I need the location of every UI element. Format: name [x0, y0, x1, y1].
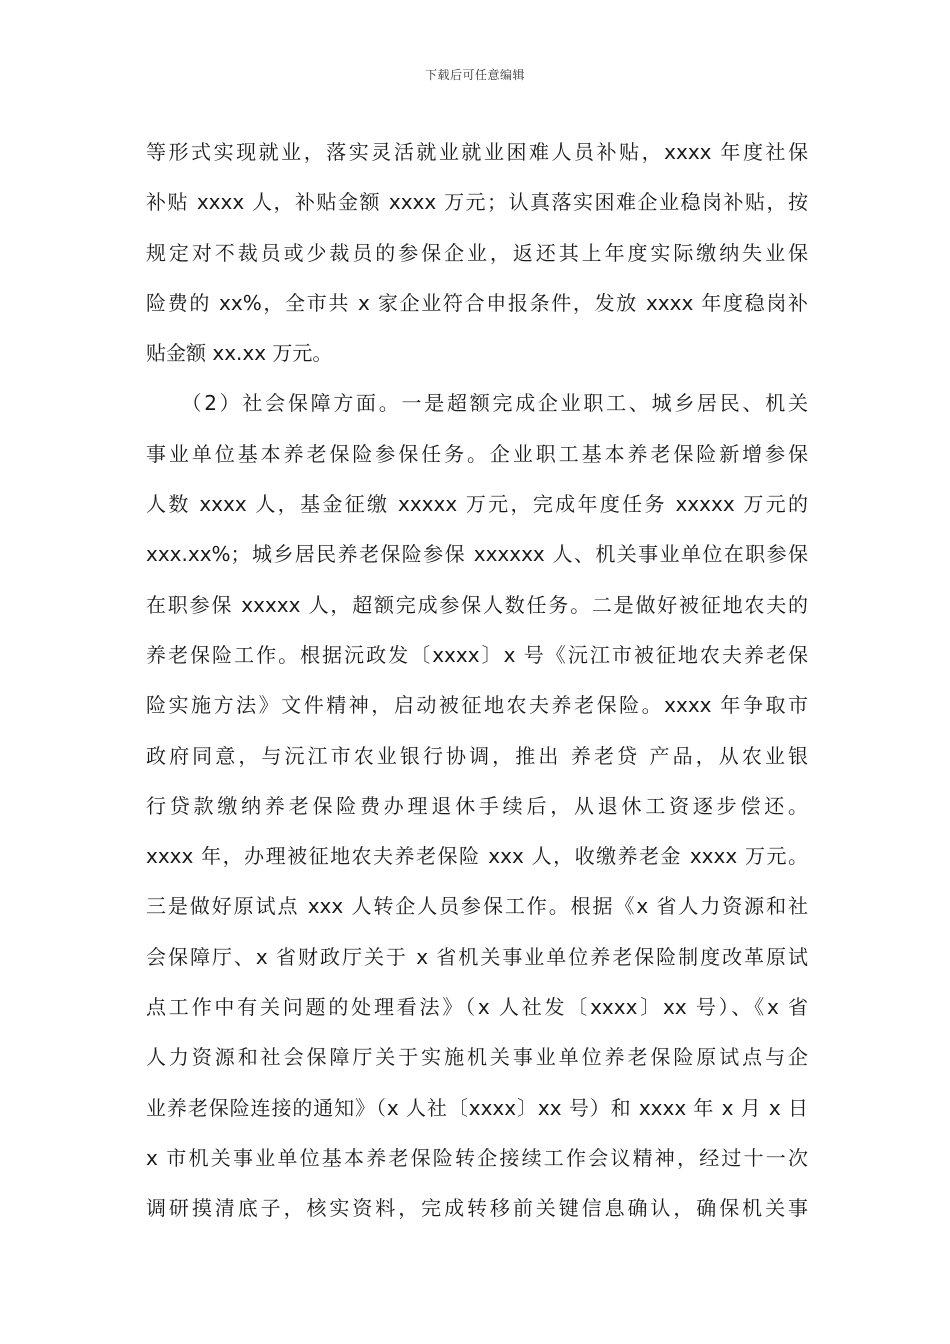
text-line: xxxx 年，办理被征地农夫养老保险 xxx 人，收缴养老金 xxxx 万元。 — [146, 844, 808, 869]
text-line: 调研摸清底子，核实资料，完成转移前关键信息确认，确保机关事 — [146, 1196, 808, 1221]
text-line: 贴金额 xx.xx 万元。 — [146, 341, 333, 366]
text-line: 会保障厅、x 省财政厅关于 x 省机关事业单位养老保险制度改革原试 — [146, 944, 808, 969]
text-line: 人力资源和社会保障厅关于实施机关事业单位养老保险原试点与企 — [146, 1045, 808, 1070]
text-line: 补贴 xxxx 人，补贴金额 xxxx 万元；认真落实困难企业稳岗补贴，按 — [146, 190, 808, 215]
text-line: x 市机关事业单位基本养老保险转企接续工作会议精神，经过十一次 — [146, 1145, 808, 1170]
text-line: 等形式实现就业，落实灵活就业就业困难人员补贴，xxxx 年度社保 — [146, 140, 808, 164]
text-line: 三是做好原试点 xxx 人转企人员参保工作。根据《x 省人力资源和社 — [146, 894, 808, 919]
text-line: 政府同意，与沅江市农业银行协调，推出 养老贷 产品，从农业银 — [146, 743, 808, 768]
text-line: 险实施方法》文件精神，启动被征地农夫养老保险。xxxx 年争取市 — [146, 693, 808, 718]
text-line: 在职参保 xxxxx 人，超额完成参保人数任务。二是做好被征地农夫的 — [146, 592, 808, 617]
text-line: 险费的 xx%，全市共 x 家企业符合申报条件，发放 xxxx 年度稳岗补 — [146, 290, 808, 315]
text-line: 养老保险工作。根据沅政发〔xxxx〕x 号《沅江市被征地农夫养老保 — [146, 642, 808, 667]
text-line: xxx.xx%；城乡居民养老保险参保 xxxxxx 人、机关事业单位在职参保 — [146, 542, 808, 567]
document-body — [146, 127, 808, 1234]
text-line: 点工作中有关问题的处理看法》（x 人社发〔xxxx〕xx 号）、《x 省 — [146, 995, 808, 1020]
text-line: 行贷款缴纳养老保险费办理退休手续后，从退休工资逐步偿还。 — [146, 793, 808, 818]
text-line: 业养老保险连接的通知》（x 人社〔xxxx〕xx 号）和 xxxx 年 x 月 x 日 — [146, 1095, 808, 1120]
text-line: 事业单位基本养老保险参保任务。企业职工基本养老保险新增参保 — [146, 441, 808, 466]
text-line: 人数 xxxx 人，基金征缴 xxxxx 万元，完成年度任务 xxxxx 万元的 — [146, 492, 808, 517]
text-line: 规定对不裁员或少裁员的参保企业，返还其上年度实际缴纳失业保 — [146, 240, 808, 265]
text-line: （2）社会保障方面。一是超额完成企业职工、城乡居民、机关 — [146, 391, 808, 416]
page-header-note: 下载后可任意编辑 — [424, 68, 525, 82]
